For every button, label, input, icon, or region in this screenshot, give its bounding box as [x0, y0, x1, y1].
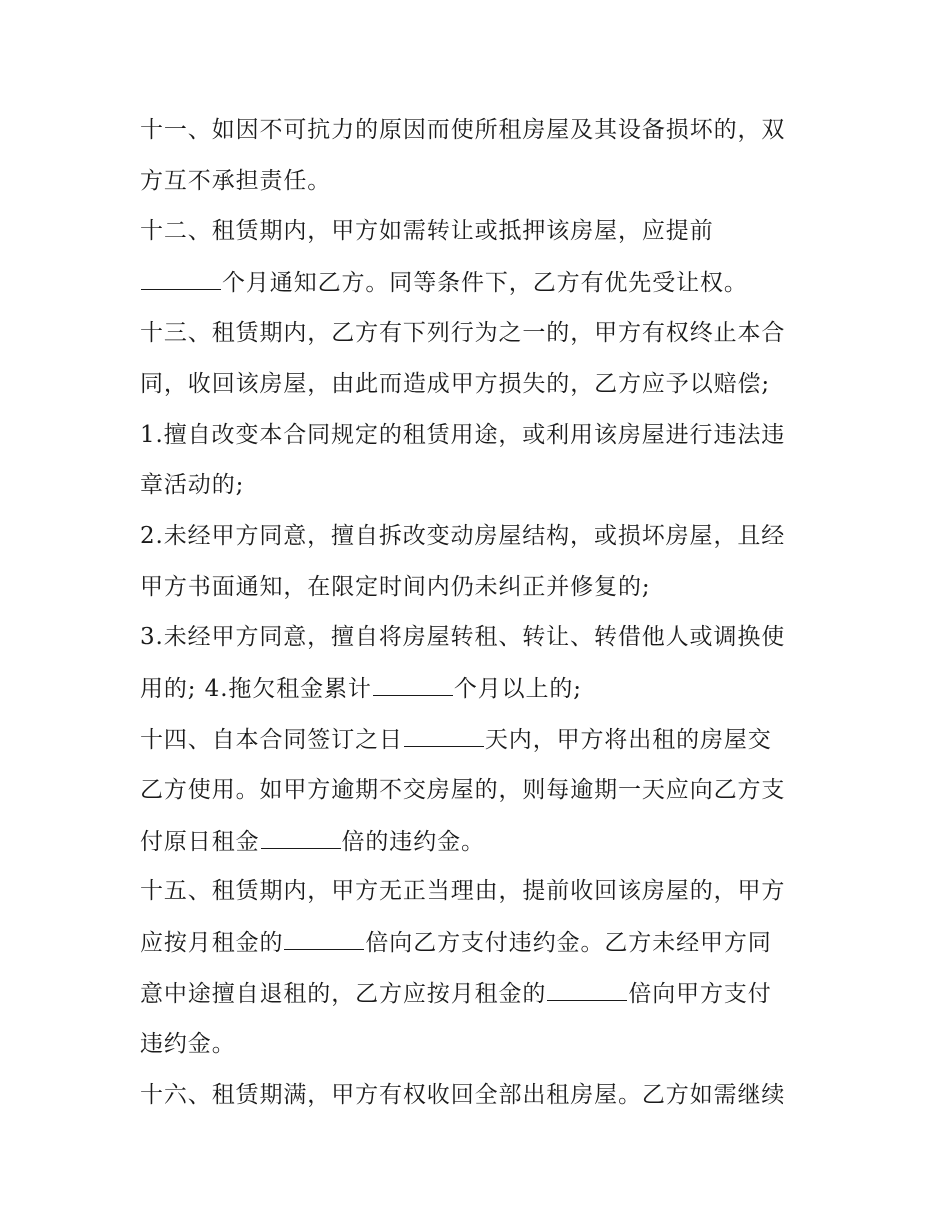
clause-15-text-b: 倍向乙方支付违约金。乙方未经甲方同	[365, 930, 772, 956]
clause-15-text-c: 意中途擅自退租的，乙方应按月租金的	[140, 981, 547, 1007]
item-2-line-2: 甲方书面通知，在限定时间内仍未纠正并修复的;	[140, 574, 651, 600]
fill-blank	[261, 826, 341, 849]
clause-11-line-2: 方互不承担责任。	[140, 168, 332, 194]
clause-13-line-2: 同，收回该房屋，由此而造成甲方损失的，乙方应予以赔偿;	[140, 371, 771, 397]
item-3-4-text-a: 用的; 4.拖欠租金累计	[140, 676, 372, 702]
clause-14-text-d: 倍的违约金。	[341, 829, 485, 855]
clause-15-line-2	[140, 927, 820, 958]
fill-blank	[404, 724, 484, 747]
clause-12-line-2	[140, 267, 820, 298]
clause-14-line-1	[140, 724, 820, 755]
clause-15-text-d: 倍向甲方支付	[628, 981, 772, 1007]
clause-13-line-1: 十三、租赁期内，乙方有下列行为之一的，甲方有权终止本合	[140, 320, 786, 346]
clause-14-line-2: 乙方使用。如甲方逾期不交房屋的，则每逾期一天应向乙方支	[140, 777, 786, 803]
clause-12-line-1: 十二、租赁期内，甲方如需转让或抵押该房屋，应提前	[140, 218, 714, 244]
clause-14-line-3	[140, 826, 820, 857]
item-1-line-2: 章活动的;	[140, 472, 245, 498]
clause-15-line-3	[140, 978, 820, 1009]
clause-14-text-a: 十四、自本合同签订之日	[140, 727, 403, 753]
item-2-line-1: 2.未经甲方同意，擅自拆改变动房屋结构，或损坏房屋，且经	[140, 523, 786, 549]
clause-16-line-1: 十六、租赁期满，甲方有权收回全部出租房屋。乙方如需继续	[140, 1082, 786, 1108]
item-3-line-1: 3.未经甲方同意，擅自将房屋转租、转让、转借他人或调换使	[140, 624, 786, 650]
clause-12-line-2-text: 个月通知乙方。同等条件下，乙方有优先受让权。	[222, 270, 748, 296]
item-3-4-line	[140, 673, 820, 704]
clause-14-text-c: 付原日租金	[140, 829, 260, 855]
clause-14-text-b: 天内，甲方将出租的房屋交	[484, 727, 772, 753]
fill-blank	[284, 927, 364, 950]
item-1-line-1: 1.擅自改变本合同规定的租赁用途，或利用该房屋进行违法违	[140, 422, 786, 448]
clause-11-line-1: 十一、如因不可抗力的原因而使所租房屋及其设备损坏的，双	[140, 117, 786, 143]
fill-blank	[141, 267, 221, 290]
clause-15-line-4: 违约金。	[140, 1031, 236, 1057]
clause-15-text-a: 应按月租金的	[140, 930, 284, 956]
fill-blank	[373, 673, 453, 696]
item-3-4-text-b: 个月以上的;	[453, 676, 582, 702]
clause-15-line-1: 十五、租赁期内，甲方无正当理由，提前收回该房屋的，甲方	[140, 878, 786, 904]
fill-blank	[547, 978, 627, 1001]
